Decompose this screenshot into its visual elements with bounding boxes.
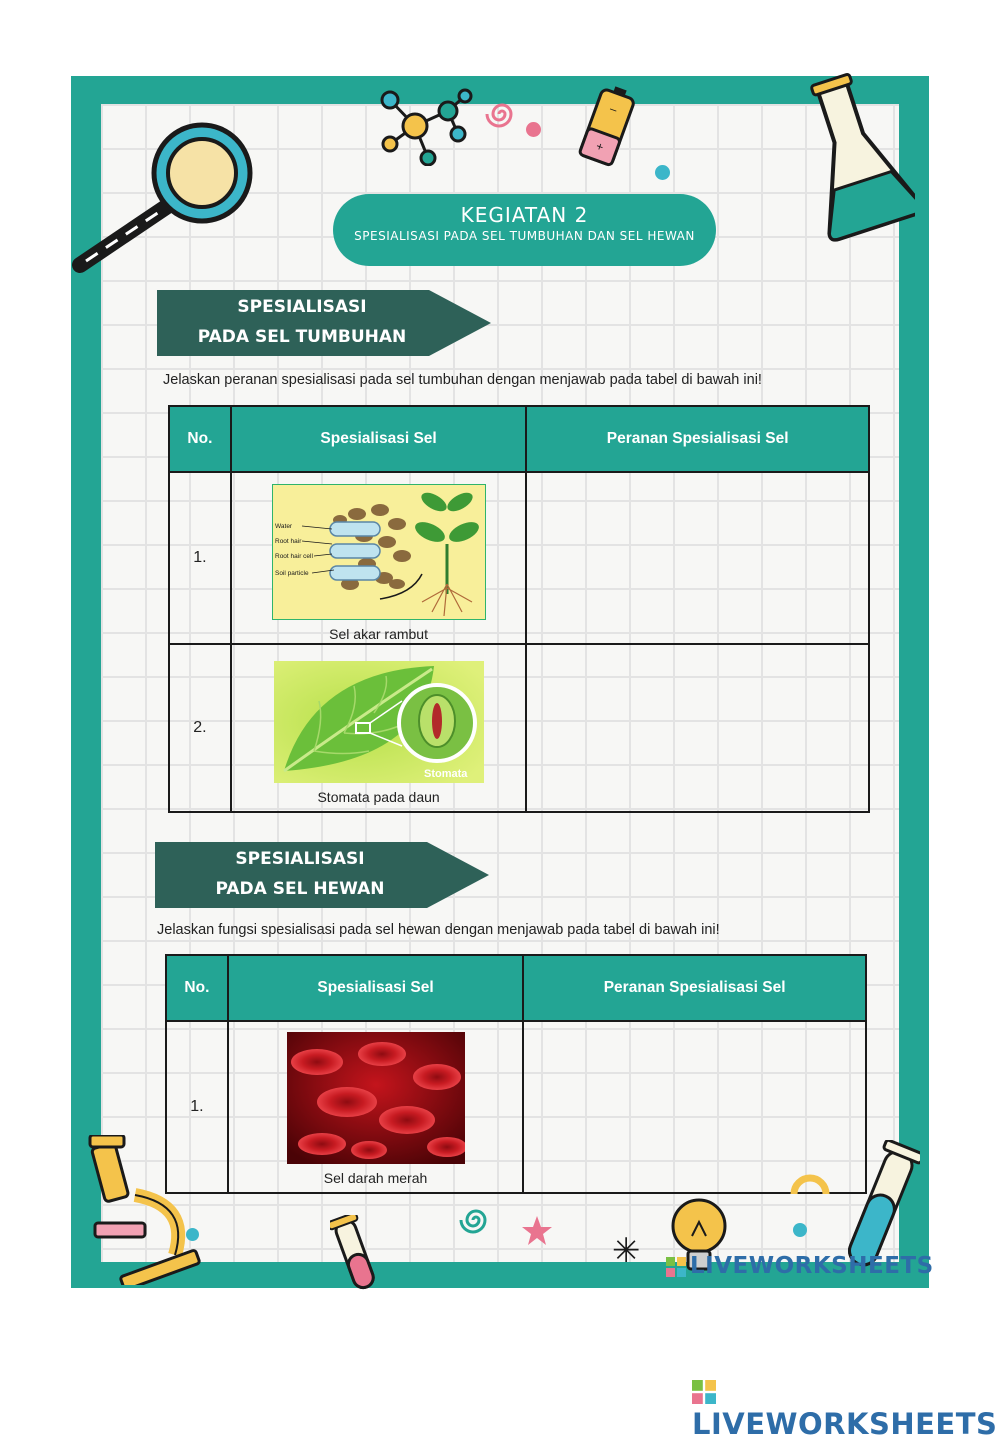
row-number: 1.: [166, 1021, 228, 1193]
animal-instruction: Jelaskan fungsi spesialisasi pada sel hewan dengan menjawab pada tabel di bawah ini!: [157, 922, 720, 938]
microscope-icon: [80, 1135, 210, 1285]
section-plant-line2: PADA SEL TUMBUHAN: [197, 327, 407, 347]
svg-text:+: +: [594, 138, 606, 155]
molecule-icon: [370, 86, 480, 166]
col-header-role: Peranan Spesialisasi Sel: [523, 955, 866, 1021]
root-hair-cell-image: [272, 484, 486, 620]
section-animal-line1: SPESIALISASI: [235, 849, 365, 869]
asterisk-icon: ✳: [612, 1231, 641, 1271]
dot-blue: [793, 1223, 807, 1237]
liveworksheets-logo-icon: [692, 1380, 716, 1404]
flask-icon: [795, 72, 915, 242]
cell-caption: Sel akar rambut: [329, 626, 428, 642]
plant-table: [168, 405, 870, 813]
watermark-brand: [666, 1253, 934, 1279]
table-header-row: [169, 406, 869, 472]
section-plant-label: [157, 290, 491, 356]
label-root-hair: Root hair: [274, 538, 301, 545]
red-blood-cell-image: [287, 1032, 465, 1164]
dot-pink: [526, 122, 541, 137]
table-row: [166, 1021, 866, 1193]
battery-icon: [572, 82, 642, 172]
section-animal-line2: PADA SEL HEWAN: [215, 879, 385, 899]
section-plant-line1: SPESIALISASI: [237, 297, 367, 317]
answer-cell[interactable]: [526, 472, 869, 644]
answer-cell[interactable]: [526, 644, 869, 812]
section-animal-label: [155, 842, 489, 908]
arc-icon: [788, 1168, 832, 1198]
row-number: 1.: [169, 472, 231, 644]
activity-title-banner: [333, 194, 716, 266]
col-header-no: No.: [166, 955, 228, 1021]
test-tube-icon: [330, 1215, 380, 1295]
star-icon: [520, 1214, 554, 1248]
dot-blue: [655, 165, 670, 180]
dot-blue: [186, 1228, 199, 1241]
cell-caption: Sel darah merah: [323, 1170, 428, 1186]
row-number: 2.: [169, 644, 231, 812]
col-header-cell: Spesialisasi Sel: [231, 406, 527, 472]
col-header-no: No.: [169, 406, 231, 472]
stomata-leaf-image: [274, 661, 484, 783]
watermark-text: LIVEWORKSHEETS: [690, 1253, 934, 1279]
cell-image-cell: [228, 1021, 523, 1193]
spiral-icon: [485, 97, 519, 131]
label-water: Water: [274, 523, 292, 530]
col-header-role: Peranan Spesialisasi Sel: [526, 406, 869, 472]
stomata-image-label: Stomata: [423, 768, 467, 780]
activity-title: KEGIATAN 2: [460, 203, 589, 227]
table-row: [169, 644, 869, 812]
label-soil-particle: Soil particle: [274, 570, 309, 577]
liveworksheets-logo-icon: [666, 1257, 686, 1277]
label-root-hair-cell: Root hair cell: [274, 553, 313, 560]
footer-brand-text: LIVEWORKSHEETS: [692, 1407, 998, 1441]
animal-table: [165, 954, 867, 1194]
plant-instruction: Jelaskan peranan spesialisasi pada sel tumbuhan dengan menjawab pada tabel di bawah ini!: [163, 372, 762, 388]
cell-image-cell: [231, 644, 527, 812]
spiral-icon: [458, 1202, 494, 1238]
footer-brand[interactable]: [692, 1373, 1000, 1441]
table-row: [169, 472, 869, 644]
activity-subtitle: SPESIALISASI PADA SEL TUMBUHAN DAN SEL HEWAN: [354, 229, 695, 243]
cell-image-cell: [231, 472, 527, 644]
col-header-cell: Spesialisasi Sel: [228, 955, 523, 1021]
svg-text:–: –: [607, 101, 620, 117]
cell-caption: Stomata pada daun: [317, 789, 440, 805]
magnifier-icon: [72, 115, 262, 275]
table-header-row: [166, 955, 866, 1021]
